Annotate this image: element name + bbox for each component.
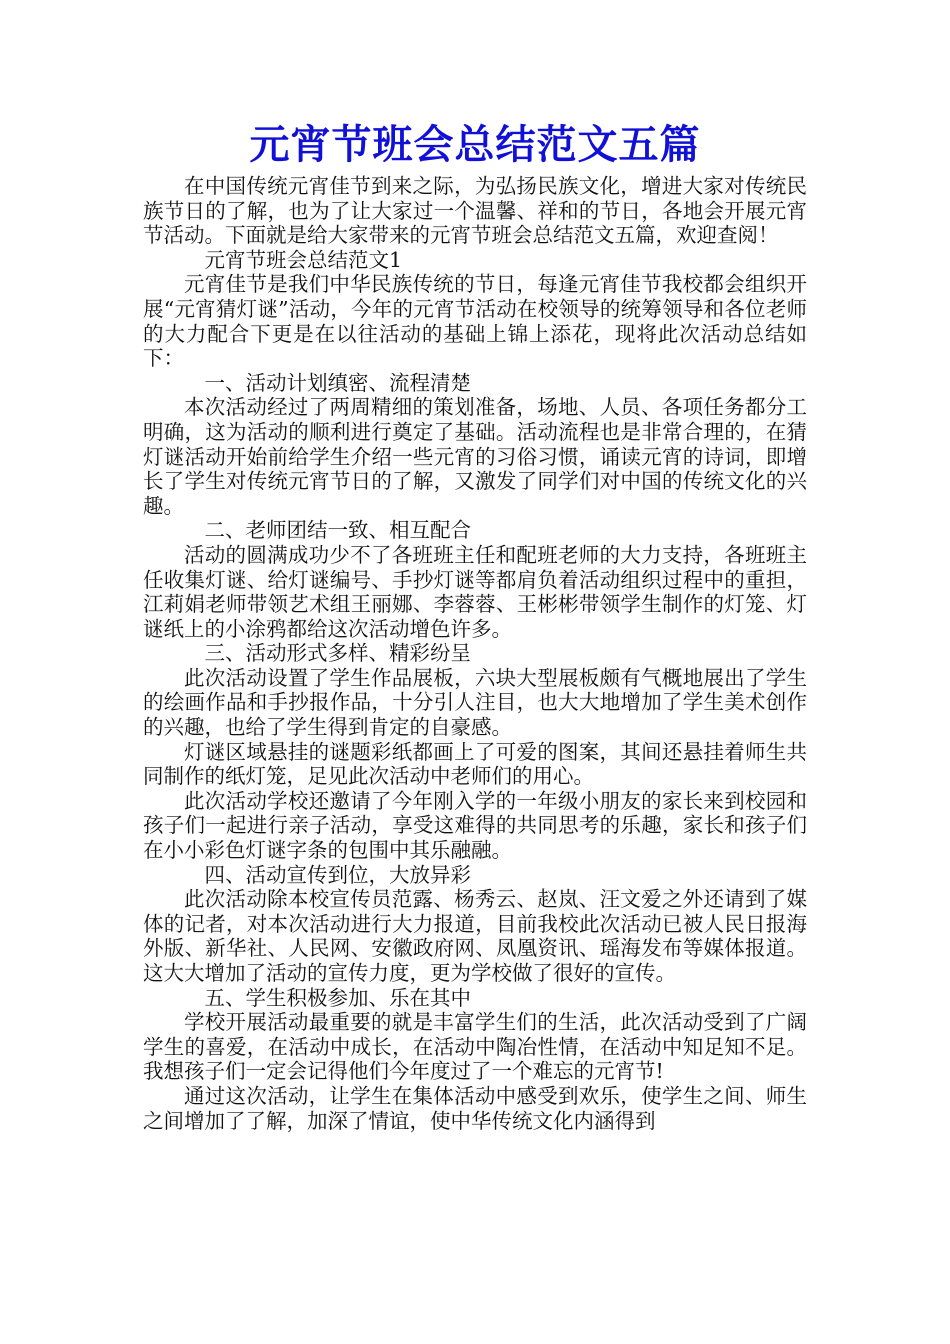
section-heading: 四、活动宣传到位，大放异彩	[204, 862, 471, 887]
body-paragraph: 此次活动除本校宣传员范露、杨秀云、赵岚、汪文爱之外还请到了媒体的记者，对本次活动进行大力报道，目前我校此次活动已被人民日报海外版、新华社、人民网、安徽政府网、凤凰资讯、瑶海发布等媒体报道。这大大增加了活动的宣传力度，更为学校做了很好的宣传。	[143, 887, 807, 985]
body-paragraph: 活动的圆满成功少不了各班班主任和配班老师的大力支持，各班班主任收集灯谜、给灯谜编号、手抄灯谜等都肩负着活动组织过程中的重担，江莉娟老师带领艺术组王丽娜、李蓉蓉、王彬彬带领学生制作的灯笼、灯谜纸上的小涂鸦都给这次活动增色许多。	[143, 542, 807, 641]
body-paragraph: 学校开展活动最重要的就是丰富学生们的生活，此次活动受到了广阔学生的喜爱，在活动中成长，在活动中陶冶性情，在活动中知足知不足。我想孩子们一定会记得他们今年度过了一个难忘的元宵节!	[143, 1010, 807, 1084]
sample-heading: 元宵节班会总结范文1	[204, 247, 403, 272]
document-page	[143, 118, 807, 1133]
body-paragraph: 通过这次活动，让学生在集体活动中感受到欢乐，使学生之间、师生之间增加了了解，加深了情谊，使中华传统文化内涵得到	[143, 1083, 807, 1133]
body-paragraph: 本次活动经过了两周精细的策划准备，场地、人员、各项任务都分工明确，这为活动的顺利进行奠定了基础。活动流程也是非常合理的，在猜灯谜活动开始前给学生介绍一些元宵的习俗习惯，诵读元宵的诗词，即增长了学生对传统元宵节日的了解，又激发了同学们对中国的传统文化的兴趣。	[143, 395, 807, 518]
document-body	[143, 174, 807, 1133]
body-paragraph: 此次活动学校还邀请了今年刚入学的一年级小朋友的家长来到校园和孩子们一起进行亲子活动，享受这难得的共同思考的乐趣，家长和孩子们在小小彩色灯谜字条的包围中其乐融融。	[143, 788, 807, 863]
body-paragraph: 元宵佳节是我们中华民族传统的节日，每逢元宵佳节我校都会组织开展“元宵猜灯谜”活动，今年的元宵节活动在校领导的统筹领导和各位老师的大力配合下更是在以往活动的基础上锦上添花，现将此次活动总结如下：	[143, 272, 807, 371]
section-heading: 一、活动计划缜密、流程清楚	[204, 370, 471, 395]
document-title: 元宵节班会总结范文五篇	[249, 122, 701, 168]
body-paragraph: 此次活动设置了学生作品展板，六块大型展板颇有气概地展出了学生的绘画作品和手抄报作品，十分引人注目，也大大地增加了学生美术创作的兴趣，也给了学生得到肯定的自豪感。	[143, 665, 807, 740]
intro-paragraph: 在中国传统元宵佳节到来之际，为弘扬民族文化，增进大家对传统民族节日的了解，也为了让大家过一个温馨、祥和的节日，各地会开展元宵节活动。下面就是给大家带来的元宵节班会总结范文五篇，欢迎查阅！	[143, 174, 807, 248]
section-heading: 五、学生积极参加、乐在其中	[204, 985, 471, 1010]
section-heading: 三、活动形式多样、精彩纷呈	[204, 641, 471, 666]
section-heading: 二、老师团结一致、相互配合	[204, 518, 471, 543]
body-paragraph: 灯谜区域悬挂的谜题彩纸都画上了可爱的图案，其间还悬挂着师生共同制作的纸灯笼，足见此次活动中老师们的用心。	[143, 739, 807, 789]
